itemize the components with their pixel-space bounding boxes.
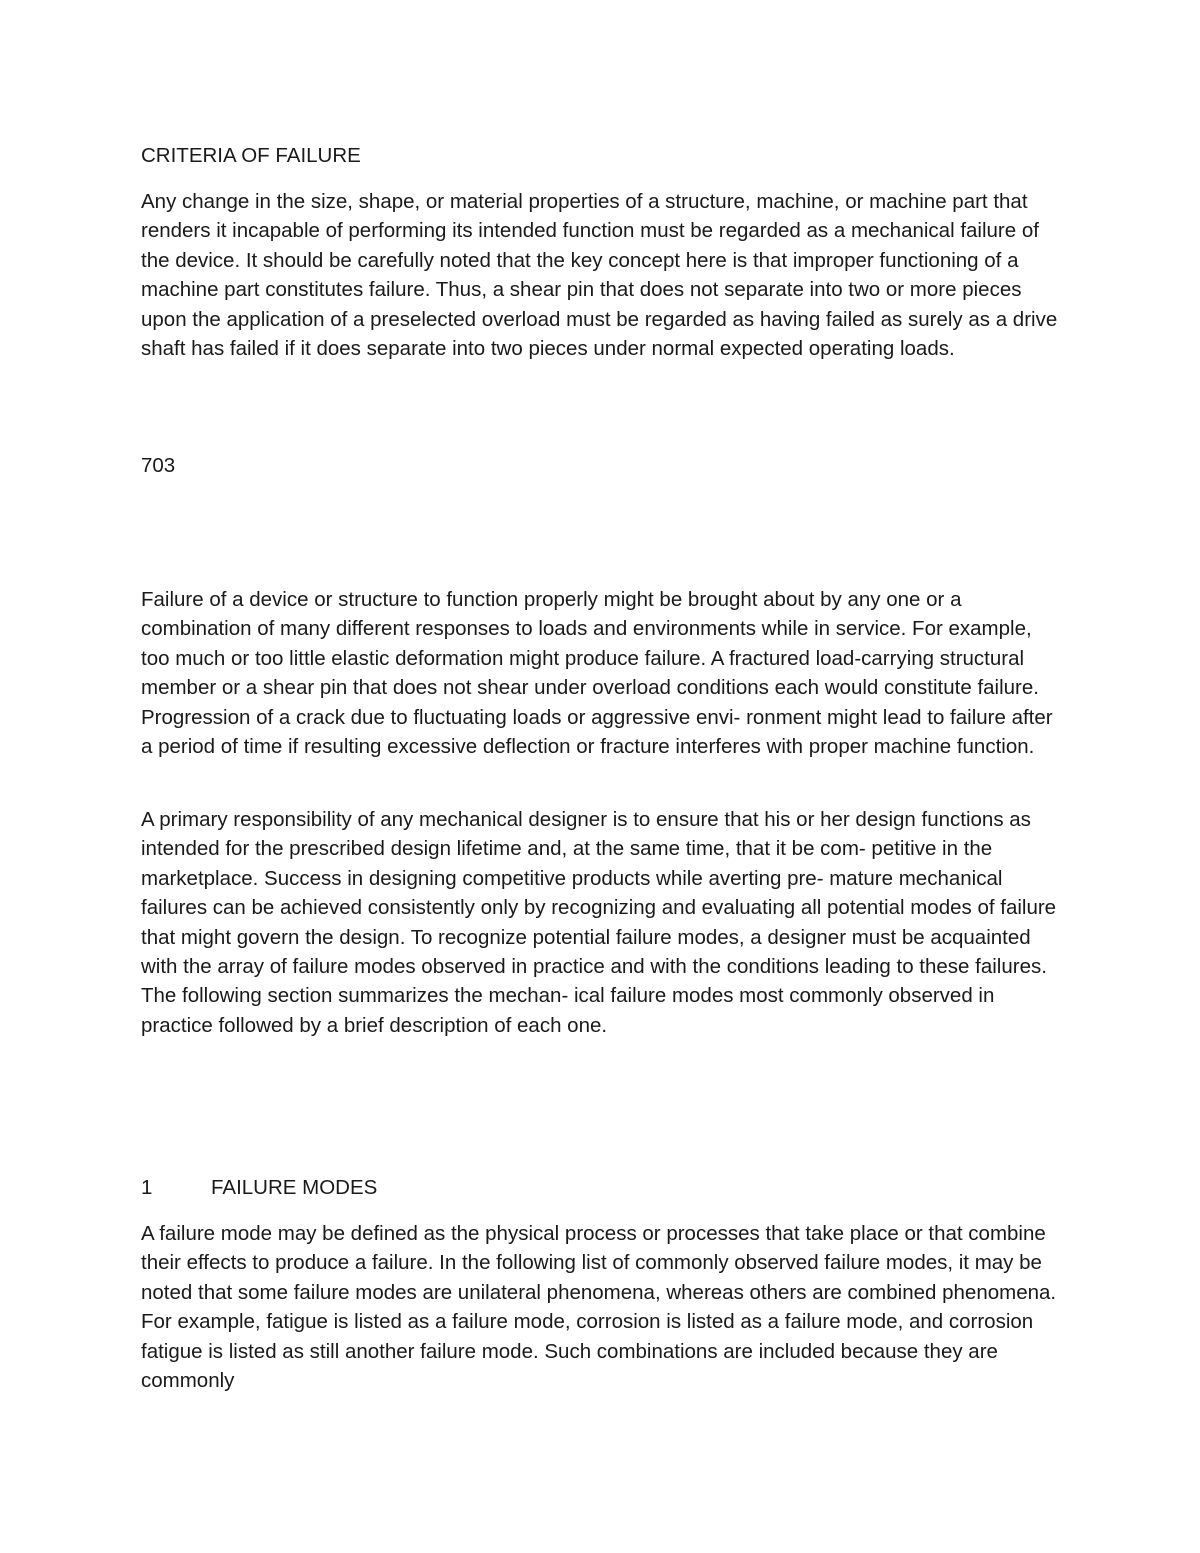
paragraph-failure-mode-definition: A failure mode may be defined as the physical process or processes that take place or that combine their effects to produce a failure. In the following list of commonly observed failure modes, it may be noted that some failure modes are unilateral phenomena, whereas others are combined phenomena. For example, fatigue is listed as a failure mode, corrosion is listed as a failure mode, and corrosion fatigue is listed as still another failure mode. Such combinations are included because they are commonly [141,1222,1057,1393]
paragraph-designer-responsibility: A primary responsibility of any mechanical designer is to ensure that his or her design functions as intended for the prescribed design lifetime and, at the same time, that it be com- petitive in the marketplace. Success in designing competitive products while averting pre- mature mechanical failures can be achieved consistently only by recognizing and evaluating all potential modes of failure that might govern the design. To recognize potential failure modes, a designer must be acquainted with the array of failure modes observed in practice and with the conditions leading to these failures. The following section summarizes the mechan- ical failure modes most commonly observed in practice followed by a brief description of each one. [141,808,1057,1037]
section-title: FAILURE MODES [211,1176,378,1199]
section-heading [141,1173,1061,1202]
paragraph-failure-causes: Failure of a device or structure to function properly might be brought about by any one or a combination of many different responses to loads and environments while in service. For example, too much or too little elastic deformation might produce failure. A fractured load-carrying structural member or a shear pin that does not shear under overload conditions each would constitute failure. Progression of a crack due to fluctuating loads or aggressive envi- ronment might lead to failure after a period of time if resulting excessive deflection or fracture interferes with proper machine function. [141,588,1053,759]
section-number: 1 [141,1176,153,1199]
page-heading: CRITERIA OF FAILURE [141,144,361,167]
paragraph-criteria: Any change in the size, shape, or material properties of a structure, machine, or machine part that renders it incapable of performing its intended function must be regarded as a mechanical failure of the device. It should be carefully noted that the key concept here is that improper functioning of a machine part constitutes failure. Thus, a shear pin that does not separate into two or more pieces upon the application of a preselected overload must be regarded as having failed as surely as a drive shaft has failed if it does separate into two pieces under normal expected operating loads. [141,190,1058,361]
page-number: 703 [141,454,176,477]
